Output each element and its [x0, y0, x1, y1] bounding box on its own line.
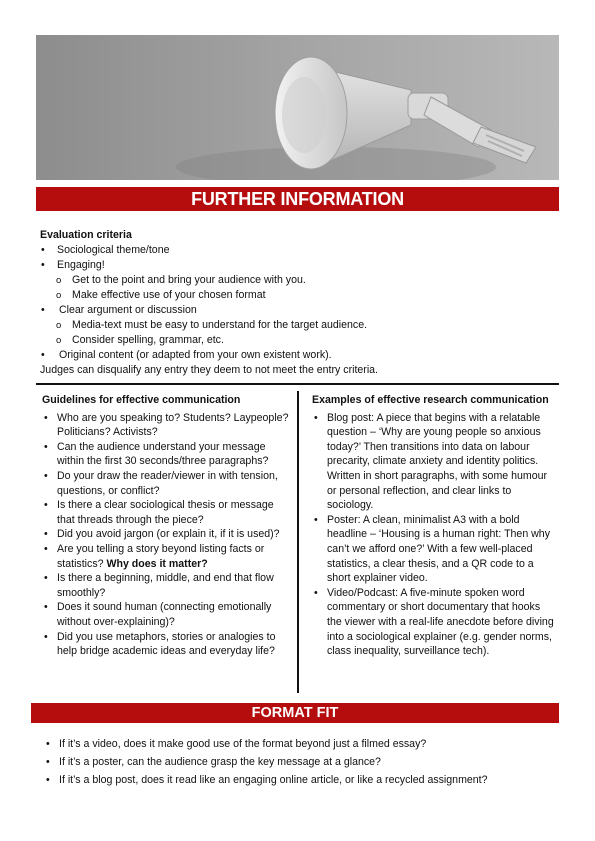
list-item: • Do your draw the reader/viewer in with tension, questions, or conflict? — [42, 469, 292, 498]
emphasis-text: Why does it matter? — [106, 557, 208, 570]
disqualify-note: Judges can disqualify any entry they deem to not meet the entry criteria. — [40, 364, 379, 376]
format-fit-list — [44, 737, 559, 791]
list-item: • Does it sound human (connecting emotionally without over-explaining)? — [42, 600, 292, 629]
horizontal-divider — [36, 383, 559, 385]
list-item: • Blog post: A piece that begins with a relatable question – ‘Why are young people so anxious today?’ Then transitions into data on labour precarity, climate anxiety and identity politics. Written in short paragraphs, with some humour or personal reflection, and clear links to sociology. — [312, 411, 556, 513]
megaphone-icon — [36, 35, 559, 180]
list-item: • Clear argument or discussion — [40, 303, 560, 318]
list-item: • Did you avoid jargon (or explain it, if it is used)? — [42, 527, 292, 542]
list-item: • Video/Podcast: A five-minute spoken word commentary or short documentary that hooks the viewer with a real-life anecdote before diving into a sociological explainer (e.g. gender norms, class inequality, surveillance tech). — [312, 586, 556, 659]
list-item: • Did you use metaphors, stories or analogies to help bridge academic ideas and everyday life? — [42, 630, 292, 659]
list-item: • Is there a clear sociological thesis or message that threads through the piece? — [42, 498, 292, 527]
column-divider — [297, 391, 299, 693]
further-information-banner: FURTHER INFORMATION — [36, 187, 559, 211]
sub-list-item: o Get to the point and bring your audience with you. — [40, 273, 560, 288]
list-item — [42, 542, 292, 571]
list-item: • Sociological theme/tone — [40, 243, 560, 258]
list-item: • Original content (or adapted from your own existent work). — [40, 348, 560, 363]
guidelines-column — [42, 393, 292, 659]
list-item: • If it’s a poster, can the audience grasp the key message at a glance? — [44, 755, 559, 770]
list-item: • If it’s a blog post, does it read like an engaging online article, or like a recycled assignment? — [44, 773, 559, 788]
list-item: • Is there a beginning, middle, and end that flow smoothly? — [42, 571, 292, 600]
examples-column — [312, 393, 556, 659]
format-fit-banner: FORMAT FIT — [31, 703, 559, 723]
list-item: • Poster: A clean, minimalist A3 with a bold headline – ‘Housing is a human right: Then why can’t we afford one?’ With a few well-placed statistics, a clear thesis, and a QR code to a short explainer video. — [312, 513, 556, 586]
list-item: • Can the audience understand your message within the first 30 seconds/three paragraphs? — [42, 440, 292, 469]
list-item: • Who are you speaking to? Students? Laypeople? Politicians? Activists? — [42, 411, 292, 440]
sub-list-item: o Consider spelling, grammar, etc. — [40, 333, 560, 348]
list-item: • Engaging! — [40, 258, 560, 273]
list-item: • If it’s a video, does it make good use of the format beyond just a filmed essay? — [44, 737, 559, 752]
sub-list-item: o Media-text must be easy to understand for the target audience. — [40, 318, 560, 333]
list-item-text: Are you telling a story beyond listing facts or statistics? — [57, 542, 265, 570]
sub-list-item: o Make effective use of your chosen format — [40, 288, 560, 303]
examples-heading: Examples of effective research communication — [312, 394, 549, 406]
evaluation-criteria-section — [40, 228, 560, 378]
guidelines-heading: Guidelines for effective communication — [42, 394, 241, 406]
evaluation-heading: Evaluation criteria — [40, 229, 132, 241]
hero-image — [36, 35, 559, 180]
